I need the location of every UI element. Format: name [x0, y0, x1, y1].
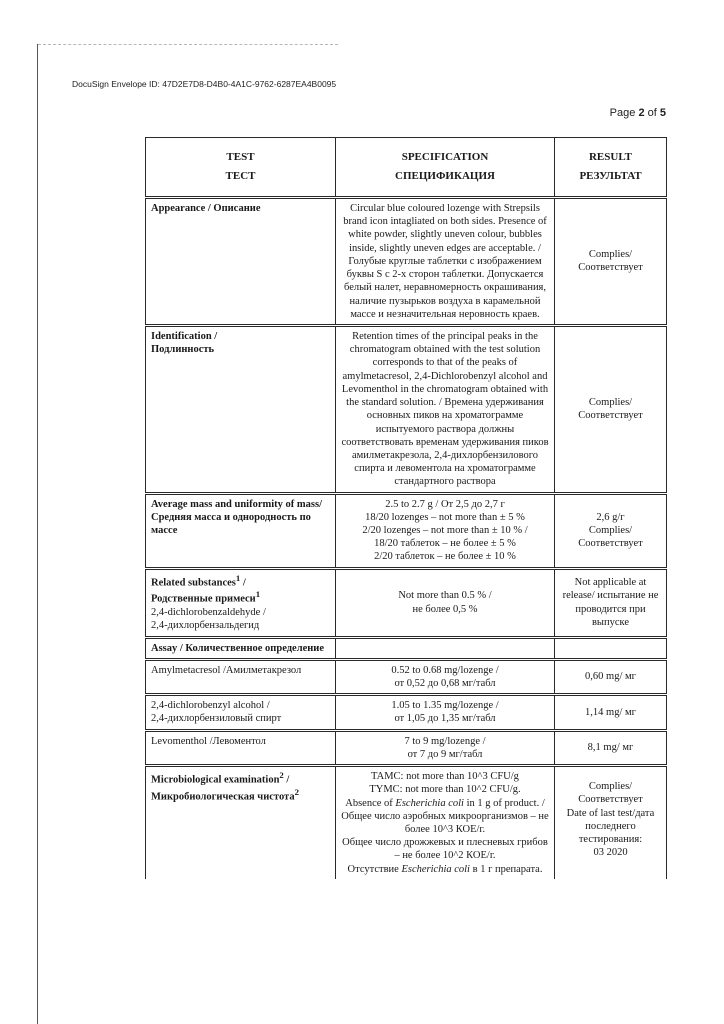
header-specification: SPECIFICATION СПЕЦИФИКАЦИЯ: [336, 138, 555, 198]
table-row-appearance: [146, 198, 667, 326]
spec-appearance: Circular blue coloured lozenge with Strepsils brand icon intagliated on both sides. Presence of white powder, slightly uneven colour, bubbles inside, slightly uneven edges are acceptable. / Голубые круглые таблетки с изображением буквы S с 2-х сторон таблетки. Допускается белый налет, неравномерность окрашивания, наличие пузырьков воздуха в карамельной массе и незначительная неровность краев.: [336, 198, 555, 326]
test-appearance: Appearance / Описание: [146, 198, 336, 326]
spec-microbiological: TAMC: not more than 10^3 CFU/g TYMC: not more than 10^2 CFU/g. Absence of Escherichia coli in 1 g of product. / Общее число аэробных микроорганизмов – не более 10^3 КОЕ/г. Общее число дрожжевых и плесневых грибов – не более 10^2 КОЕ/г. Отсутствие Escherichia coli в 1 г препарата.: [336, 766, 555, 879]
page-total: 5: [659, 107, 666, 119]
test-microbiological: Microbiological examination$^2$ / Микробиологическая чистота$^2$: [146, 766, 336, 879]
header-result: RESULT РЕЗУЛЬТАТ: [555, 138, 667, 198]
test-levomenthol: Levomenthol /Левоментол: [146, 730, 336, 765]
result-appearance: Complies/ Соответствует: [555, 198, 667, 326]
docusign-envelope-id: DocuSign Envelope ID: 47D2E7D8-D4B0-4A1C-9762-6287EA4B0095: [72, 79, 337, 89]
result-microbiological: Complies/ Соответствует Date of last test/дата последнего тестирования: 03 2020: [555, 766, 667, 879]
table-row-levomenthol: [146, 730, 667, 765]
test-amylmetacresol: Amylmetacresol /Амилметакрезол: [146, 659, 336, 694]
spec-identification: Retention times of the principal peaks in the chromatogram obtained with the test solution corresponds to that of the peaks of amylmetacresol, 2,4-Dichlorobenzyl alcohol and Levomenthol in the chromatogram obtained with the standard solution. / Времена удерживания основных пиков на хроматограмме испытуемого раствора должны соответствовать временам удерживания пиков амилметакрезола, 2,4-дихлорбензилового спирта и левоментола на хроматограмме стандартного раствора: [336, 325, 555, 493]
header-test: TEST ТЕСТ: [146, 138, 336, 198]
spec-related-substances: Not more than 0.5 % / не более 0,5 %: [336, 568, 555, 637]
spec-dichlorobenzyl: 1.05 to 1.35 mg/lozenge / от 1,05 до 1,35 мг/табл: [336, 695, 555, 730]
page-prefix: Page: [609, 107, 636, 119]
table-row-microbiological: [146, 766, 667, 879]
test-assay: Assay / Количественное определение: [146, 637, 336, 659]
table-header-row: [146, 138, 667, 198]
table-row-related-substances: [146, 568, 667, 637]
result-amylmetacresol: 0,60 mg/ мг: [555, 659, 667, 694]
result-related-substances: Not applicable at release/ испытание не проводится при выпуске: [555, 568, 667, 637]
result-levomenthol: 8,1 mg/ мг: [555, 730, 667, 765]
left-margin-line: [37, 44, 38, 1024]
table-row-dichlorobenzyl: [146, 695, 667, 730]
top-dashed-line: [38, 44, 338, 45]
table-row-identification: [146, 325, 667, 493]
test-identification: Identification / Подлинность: [146, 325, 336, 493]
table-row-average-mass: [146, 493, 667, 568]
result-average-mass: 2,6 g/г Complies/ Соответствует: [555, 493, 667, 568]
test-related-substances: Related substances$^1$ / Родственные примеси$^1$ 2,4-dichlorobenzaldehyde / 2,4-дихлорбензальдегид: [146, 568, 336, 637]
spec-amylmetacresol: 0.52 to 0.68 mg/lozenge / от 0,52 до 0,68 мг/табл: [336, 659, 555, 694]
result-assay: [555, 637, 667, 659]
result-identification: Complies/ Соответствует: [555, 325, 667, 493]
page-current: 2: [638, 107, 645, 119]
page-number: [596, 107, 666, 119]
test-average-mass: Average mass and uniformity of mass/ Средняя масса и однородность по массе: [146, 493, 336, 568]
spec-levomenthol: 7 to 9 mg/lozenge / от 7 до 9 мг/табл: [336, 730, 555, 765]
table-row-assay: [146, 637, 667, 659]
page-of: of: [647, 107, 657, 119]
test-dichlorobenzyl: 2,4-dichlorobenzyl alcohol / 2,4-дихлорбензиловый спирт: [146, 695, 336, 730]
result-dichlorobenzyl: 1,14 mg/ мг: [555, 695, 667, 730]
table-row-amylmetacresol: [146, 659, 667, 694]
spec-average-mass: 2.5 to 2.7 g / От 2,5 до 2,7 г 18/20 lozenges – not more than ± 5 % 2/20 lozenges – not more than ± 10 % / 18/20 таблеток – не более ± 5 % 2/20 таблеток – не более ± 10 %: [336, 493, 555, 568]
spec-assay: [336, 637, 555, 659]
specification-table: [145, 137, 667, 879]
